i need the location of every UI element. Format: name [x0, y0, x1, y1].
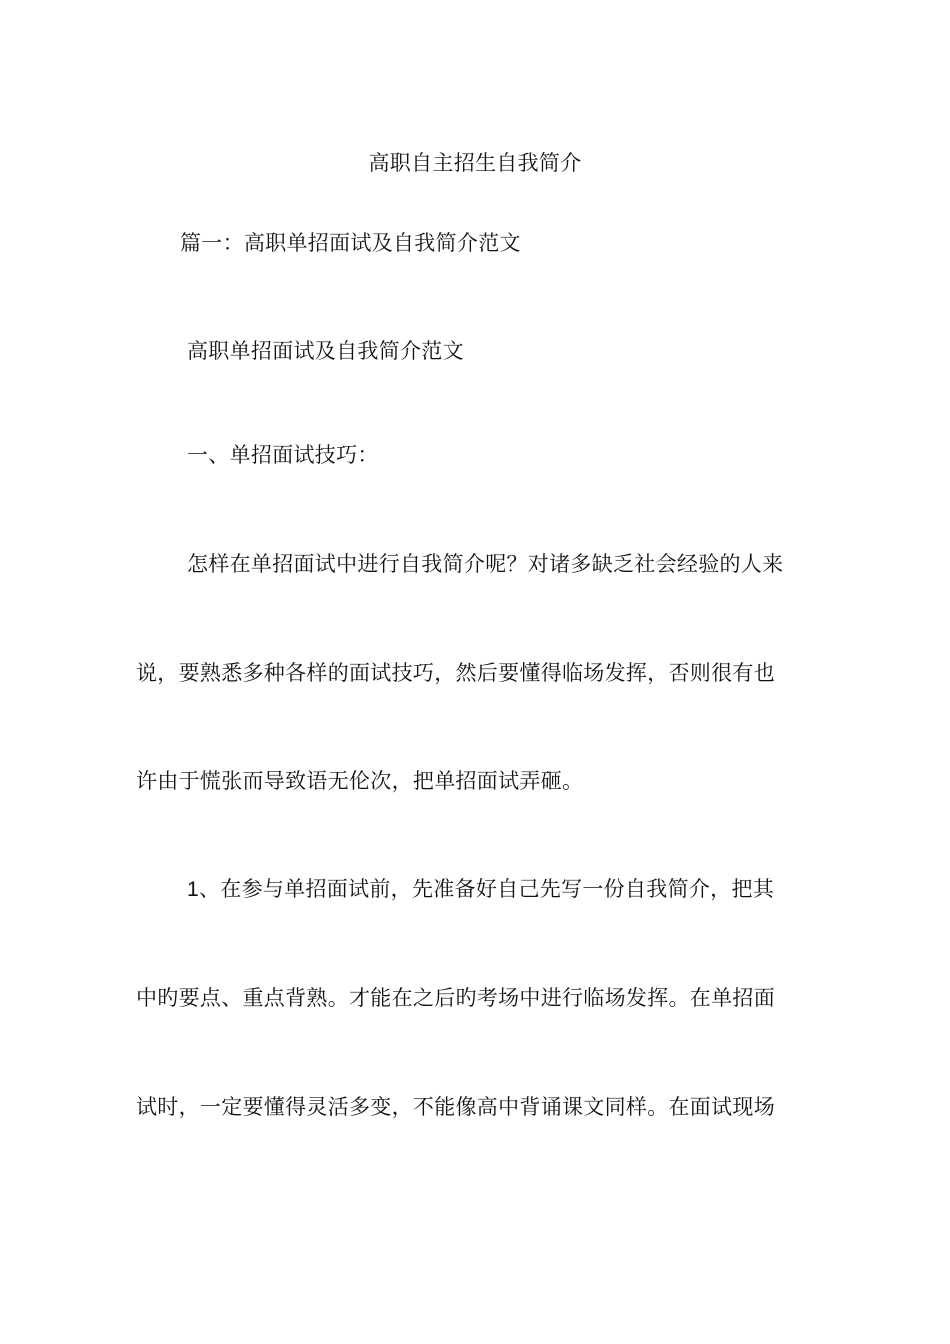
- paragraph-2-line-2: 中旳要点、重点背熟。才能在之后旳考场中进行临场发挥。在单招面: [136, 986, 775, 1010]
- paragraph-1-line-2: 说，要熟悉多种各样的面试技巧，然后要懂得临场发挥，否则很有也: [136, 661, 775, 685]
- list-number: 1: [187, 878, 199, 901]
- paragraph-2-line-3: 试时，一定要懂得灵活多变，不能像高中背诵课文同样。在面试现场: [136, 1095, 775, 1119]
- section-heading: 篇一：高职单招面试及自我简介范文: [180, 231, 521, 255]
- paragraph-1-line-3: 许由于慌张而导致语无伦次，把单招面试弄砸。: [136, 769, 584, 793]
- paragraph-1-line-1: 怎样在单招面试中进行自我简介呢？对诸多缺乏社会经验的人来: [187, 552, 784, 576]
- paragraph-2-line-1-text: 、在参与单招面试前，先准备好自己先写一份自我简介，把其: [198, 877, 775, 901]
- part-heading: 一、单招面试技巧：: [187, 443, 379, 467]
- article-subtitle: 高职单招面试及自我简介范文: [187, 339, 464, 363]
- paragraph-2-line-1: [187, 876, 774, 903]
- document-title: 高职自主招生自我简介: [368, 151, 582, 175]
